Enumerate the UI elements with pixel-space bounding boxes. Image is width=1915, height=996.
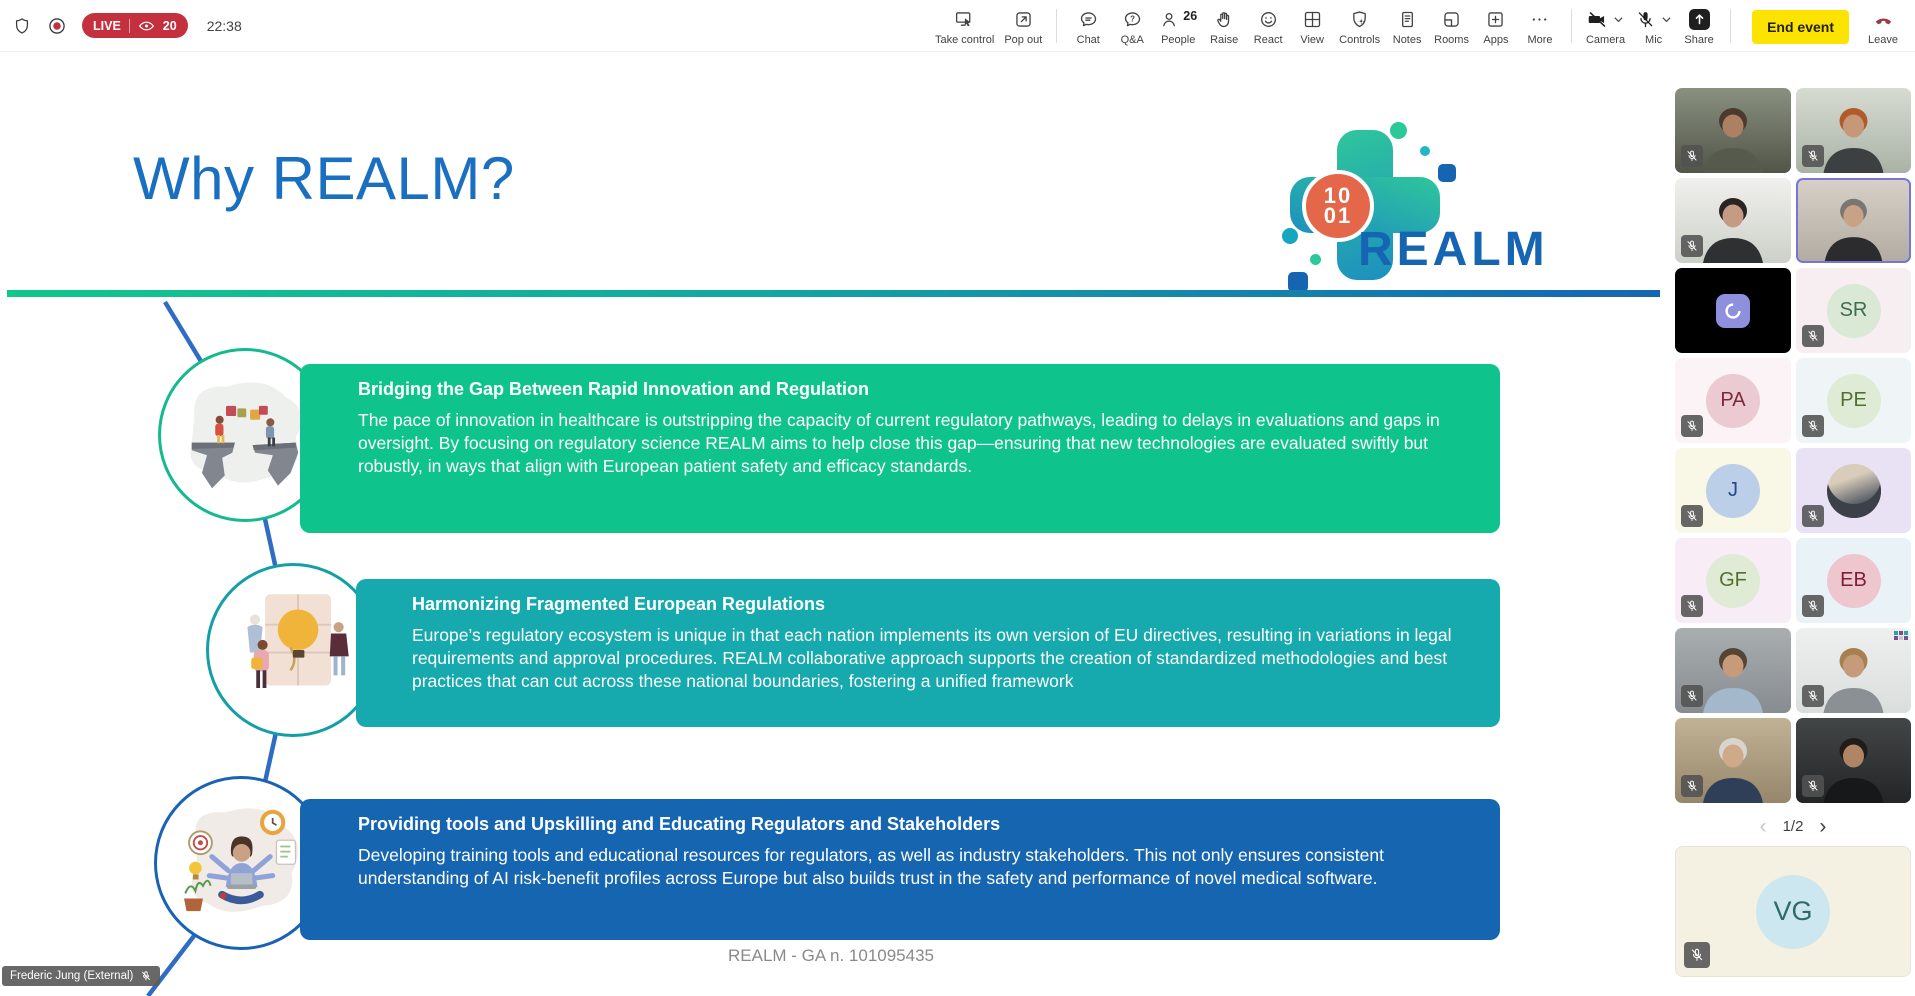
block-heading: Harmonizing Fragmented European Regulations [412, 594, 826, 614]
notes-icon [1397, 9, 1418, 30]
svg-text:?: ? [1129, 14, 1135, 24]
toolbar-divider [1571, 9, 1572, 43]
avatar-initials: EB [1827, 554, 1881, 608]
toolbar-action-label: More [1527, 33, 1553, 46]
participant-video-tile[interactable] [1675, 178, 1791, 263]
chevron-down-icon[interactable] [1661, 16, 1672, 24]
participant-video-tile[interactable] [1675, 628, 1791, 713]
participant-initials-tile[interactable] [1796, 538, 1911, 623]
toolbar-divider [1730, 9, 1731, 43]
toolbar-actions [930, 4, 1915, 48]
viewers-eye-icon [138, 20, 155, 32]
participant-initials-tile[interactable] [1796, 268, 1911, 353]
toolbar-status-area [0, 13, 242, 38]
block-body: Developing training tools and educational resources for regulators, as well as industry stakeholders. This not only ensures consistent understanding of AI risk-benefit profiles across Europe but also builds trust in the safety and performance of novel medical software. [358, 845, 1384, 888]
block-body: Europe’s regulatory ecosystem is unique in that each nation implements its own version of EU directives, resulting in variations in legal requirements and approval procedures. REALM collaborative approach supports the creation of standardized methodologies and best practices that can cut across these national boundaries, fostering a unified framework [412, 625, 1452, 691]
chevron-down-icon[interactable] [1613, 16, 1624, 24]
people-count-badge: 26 [1183, 8, 1198, 23]
toolbar-action-label: View [1300, 33, 1324, 46]
muted-mic-badge [1684, 942, 1710, 968]
share-icon [1689, 9, 1710, 30]
muted-mic-badge [1681, 595, 1703, 617]
raise-icon [1214, 9, 1235, 30]
qna-icon [1122, 9, 1143, 30]
muted-mic-badge [1681, 145, 1703, 167]
toolbar-action-label: Controls [1339, 33, 1381, 46]
muted-mic-badge [1681, 235, 1703, 257]
muted-mic-badge [1802, 595, 1824, 617]
toolbar-action-label: Raise [1210, 33, 1239, 46]
participant-initials-tile[interactable] [1675, 358, 1791, 443]
realm-logo [1262, 130, 1562, 300]
shared-screen-stage [0, 52, 1662, 996]
logo-dot [1420, 146, 1430, 156]
view-icon [1302, 9, 1323, 30]
avatar-initials: PE [1827, 374, 1881, 428]
participant-grid [1675, 88, 1911, 803]
toolbar-more-button[interactable] [1518, 4, 1562, 48]
toolbar-share-button[interactable] [1677, 4, 1721, 48]
live-label: LIVE [93, 18, 121, 33]
gallery-pagination [1675, 816, 1911, 837]
toolbar-rooms-button[interactable] [1429, 4, 1474, 48]
logo-dot [1282, 228, 1298, 244]
chat-icon [1078, 9, 1099, 30]
muted-mic-badge [1802, 415, 1824, 437]
toolbar-take-control-button[interactable] [930, 4, 999, 48]
leave-label: Leave [1868, 33, 1898, 46]
end-event-button[interactable]: End event [1752, 10, 1849, 44]
toolbar-action-label: People [1161, 33, 1196, 46]
participant-video-tile[interactable] [1675, 718, 1791, 803]
block-body: The pace of innovation in healthcare is outstripping the capacity of current regulatory pathways, leading to delays in evaluations and gaps in oversight. By focusing on regulatory science REALM aims to help close this gap—ensuring that new technologies are evaluated swiftly but robustly, in ways that align with European patient safety and efficacy standards. [358, 410, 1440, 476]
toolbar-action-label: Mic [1645, 33, 1663, 46]
slide-title: Why REALM? [133, 145, 515, 212]
page-indicator: 1/2 [1782, 818, 1804, 835]
avatar-initials: VG [1756, 875, 1830, 949]
participant-avatar-tile[interactable] [1796, 448, 1911, 533]
live-badge-divider [129, 19, 130, 33]
muted-mic-icon [140, 970, 152, 982]
participant-initials-tile[interactable] [1675, 538, 1791, 623]
muted-mic-badge [1802, 685, 1824, 707]
app-icon [1716, 294, 1750, 328]
pop-out-icon [1013, 9, 1034, 30]
toolbar-chat-button[interactable] [1066, 4, 1110, 48]
logo-wordmark: REALM [1358, 223, 1549, 276]
meeting-timer: 22:38 [206, 17, 242, 34]
toolbar-action-label: Notes [1392, 33, 1422, 46]
person-silhouette [1798, 180, 1909, 261]
toolbar-people-button[interactable] [1154, 4, 1202, 48]
muted-mic-badge [1802, 505, 1824, 527]
toolbar-react-button[interactable] [1246, 4, 1290, 48]
toolbar-action-label: Take control [935, 33, 995, 46]
toolbar-divider [1056, 9, 1057, 43]
live-badge [82, 13, 188, 38]
toolbar-apps-button[interactable] [1474, 4, 1518, 48]
presenter-name: Frederic Jung (External) [10, 970, 134, 982]
logo-dot [1390, 122, 1407, 139]
slide-block-bridging-gap [300, 364, 1500, 533]
illustration-harmonizing [206, 563, 380, 737]
participant-video-tile[interactable] [1796, 178, 1911, 263]
toolbar-controls-button[interactable] [1334, 4, 1385, 48]
react-icon [1258, 9, 1279, 30]
presenter-name-pill [2, 966, 160, 986]
avatar-initials: SR [1827, 284, 1881, 338]
participants-panel [1662, 52, 1915, 996]
muted-mic-badge [1681, 415, 1703, 437]
toolbar-raise-button[interactable] [1202, 4, 1246, 48]
participant-video-tile[interactable] [1675, 88, 1791, 173]
logo-binary-circle: 10 01 [1302, 170, 1374, 242]
next-page-chevron[interactable]: › [1819, 815, 1827, 838]
corner-logo [1894, 631, 1908, 640]
toolbar-view-button[interactable] [1290, 4, 1334, 48]
logo-dot [1438, 164, 1456, 182]
meeting-app-tile[interactable] [1675, 268, 1791, 353]
participant-video-tile[interactable] [1796, 718, 1911, 803]
muted-mic-badge [1681, 505, 1703, 527]
muted-mic-badge [1681, 685, 1703, 707]
avatar-initials: PA [1706, 374, 1760, 428]
toolbar-camera-button[interactable] [1581, 4, 1630, 48]
avatar-initials: J [1706, 464, 1760, 518]
slide-block-harmonizing [356, 579, 1500, 727]
logo-dot [1310, 254, 1321, 265]
toolbar-notes-button[interactable] [1385, 4, 1429, 48]
leave-call-icon [1873, 9, 1894, 30]
avatar-photo [1827, 464, 1881, 518]
toolbar-action-label: Apps [1483, 33, 1509, 46]
toolbar-action-label: Share [1684, 33, 1714, 46]
toolbar-pop-out-button[interactable] [999, 4, 1047, 48]
block-heading: Providing tools and Upskilling and Educating Regulators and Stakeholders [358, 814, 1001, 834]
logo-dot [1288, 272, 1308, 292]
apps-icon [1485, 9, 1506, 30]
toolbar-mic-button[interactable] [1630, 4, 1677, 48]
toolbar-action-label: Rooms [1434, 33, 1469, 46]
participant-initials-tile[interactable] [1675, 448, 1791, 533]
avatar-initials: GF [1706, 554, 1760, 608]
toolbar-action-label: React [1253, 33, 1283, 46]
slide-block-upskilling [300, 799, 1500, 940]
toolbar-action-label: Camera [1585, 33, 1626, 46]
camera-off-icon [1587, 9, 1608, 30]
leave-button[interactable] [1861, 4, 1905, 48]
toolbar-action-label: Chat [1076, 33, 1100, 46]
toolbar-action-label: Pop out [1004, 33, 1043, 46]
meeting-toolbar [0, 0, 1915, 52]
toolbar-qna-button[interactable] [1110, 4, 1154, 48]
more-icon [1529, 9, 1550, 30]
muted-mic-badge [1802, 145, 1824, 167]
participant-video-tile[interactable] [1796, 88, 1911, 173]
shield-icon [12, 16, 32, 36]
participant-spotlight-tile[interactable] [1675, 846, 1911, 977]
rooms-icon [1441, 9, 1462, 30]
toolbar-action-label: Q&A [1120, 33, 1144, 46]
block-heading: Bridging the Gap Between Rapid Innovation and Regulation [358, 379, 870, 399]
people-icon [1159, 9, 1180, 30]
muted-mic-badge [1802, 325, 1824, 347]
accent-divider [7, 290, 1660, 297]
viewer-count: 20 [162, 18, 177, 33]
muted-mic-badge [1802, 775, 1824, 797]
muted-mic-badge [1681, 775, 1703, 797]
controls-icon [1349, 9, 1370, 30]
recording-icon [47, 16, 67, 36]
take-control-icon [954, 9, 975, 30]
previous-page-chevron[interactable]: ‹ [1759, 815, 1767, 838]
participant-initials-tile[interactable] [1796, 358, 1911, 443]
participant-video-tile[interactable] [1796, 628, 1911, 713]
slide-footer: REALM - GA n. 101095435 [727, 946, 935, 965]
mic-off-icon [1635, 9, 1656, 30]
